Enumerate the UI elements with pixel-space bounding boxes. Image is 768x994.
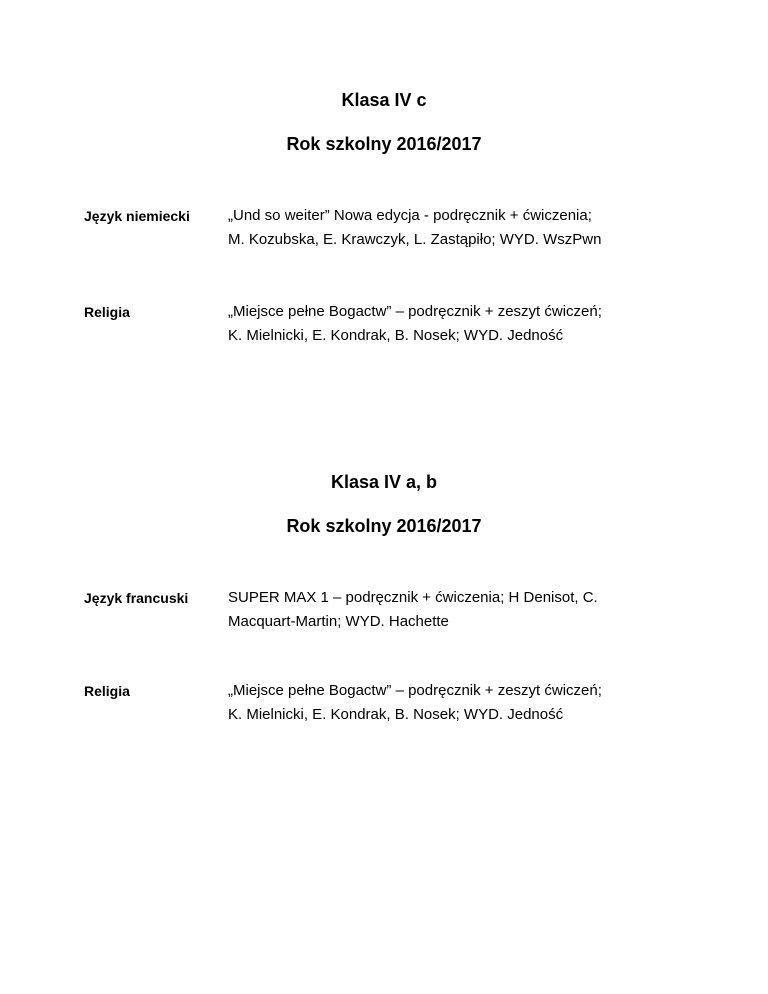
subject-label: Język niemiecki: [84, 208, 190, 224]
textbook-line-1: „Miejsce pełne Bogactw” – podręcznik + zeszyt ćwiczeń;: [228, 303, 602, 320]
textbook-line-2: K. Mielnicki, E. Kondrak, B. Nosek; WYD. Jedność: [228, 706, 564, 723]
textbook-line-2: K. Mielnicki, E. Kondrak, B. Nosek; WYD. Jedność: [228, 327, 564, 344]
textbook-line-2: Macquart-Martin; WYD. Hachette: [228, 613, 449, 630]
subject-label: Religia: [84, 683, 130, 699]
textbook-info: [228, 586, 698, 634]
textbook-info: [228, 300, 698, 348]
subject-label: Język francuski: [84, 590, 189, 606]
class-title: Klasa IV a, b: [330, 472, 438, 492]
textbook-line-1: „Miejsce pełne Bogactw” – podręcznik + zeszyt ćwiczeń;: [228, 682, 602, 699]
textbook-line-2: M. Kozubska, E. Krawczyk, L. Zastąpiło; WYD. WszPwn: [228, 231, 602, 248]
school-year: Rok szkolny 2016/2017: [286, 134, 482, 154]
textbook-line-1: SUPER MAX 1 – podręcznik + ćwiczenia; H Denisot, C.: [228, 589, 598, 606]
class-title: Klasa IV c: [341, 90, 427, 110]
school-year: Rok szkolny 2016/2017: [286, 516, 482, 536]
subject-label: Religia: [84, 304, 130, 320]
textbook-info: [228, 679, 698, 727]
textbook-info: [228, 204, 698, 252]
textbook-line-1: „Und so weiter” Nowa edycja - podręcznik + ćwiczenia;: [228, 207, 592, 224]
